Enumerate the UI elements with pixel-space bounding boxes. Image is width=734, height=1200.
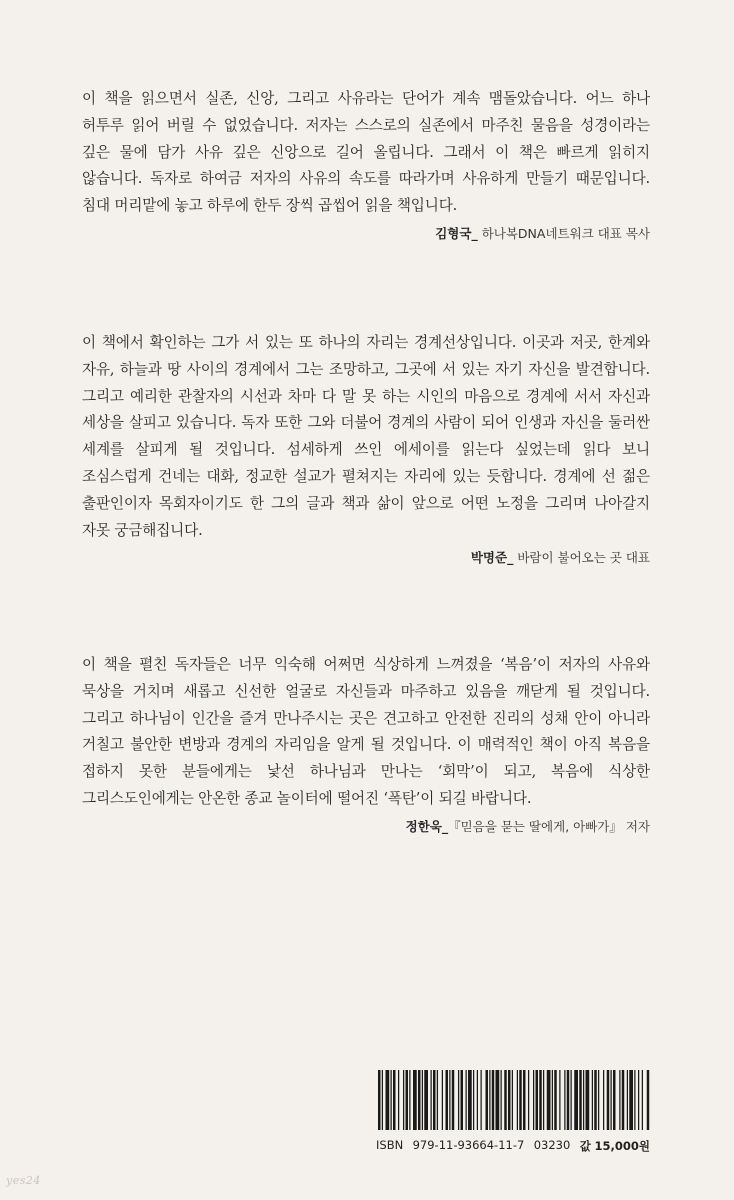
endorser-role: 『믿음을 묻는 딸에게, 아빠가』 저자 xyxy=(448,818,650,834)
barcode-image xyxy=(376,1068,650,1132)
endorsement-text: 이 책에서 확인하는 그가 서 있는 또 하나의 자리는 경계선상입니다. 이곳과 저곳, 한계와 자유, 하늘과 땅 사이의 경계에서 그는 조망하고, 그곳에 서 있는 자기 자신을 발견합니다. 그리고 예리한 관찰자의 시선과 차마 다 말 못 하는 시인의 마음으로 경계에 서서 자신과 세상을 살피고 있습니다. 독자 또한 그와 더불어 경계의 사람이 되어 인생과 자신을 둘러싼 세계를 살피게 될 것입니다. 섬세하게 쓰인 에세이를 읽는다 싶었는데 읽다 보니 조심스럽게 건네는 대화, 정교한 설교가 펼쳐지는 자리에 있는 듯합니다. 경계에 선 젊은 출판인이자 목회자이기도 한 그의 글과 책과 삶이 앞으로 어떤 노정을 그리며 나아갈지 자못 궁금해집니다. xyxy=(82,334,650,539)
isbn-number: 979-11-93664-11-7 xyxy=(412,1138,525,1152)
endorsement-2 xyxy=(82,330,650,566)
endorsement-text: 이 책을 읽으면서 실존, 신앙, 그리고 사유라는 단어가 계속 맴돌았습니다. 어느 하나 허투루 읽어 버릴 수 없었습니다. 저자는 스스로의 실존에서 마주친 물음을 성경이라는 깊은 물에 담가 사유 깊은 신앙으로 길어 올립니다. 그래서 이 책은 빠르게 읽히지 않습니다. 독자로 하여금 저자의 사유의 속도를 따라가며 사유하게 만들기 때문입니다. 침대 머리맡에 놓고 하루에 한두 장씩 곱씹어 읽을 책입니다. xyxy=(82,90,650,215)
endorser-name: 정한욱_ xyxy=(405,818,449,834)
endorsement-3 xyxy=(82,652,650,835)
endorser-role: 하나복DNA네트워크 대표 목사 xyxy=(477,225,650,241)
watermark: yes24 xyxy=(6,1174,41,1187)
endorser-name: 김형국_ xyxy=(435,225,478,241)
endorsement-1 xyxy=(82,86,650,242)
price-value: 15,000원 xyxy=(594,1139,650,1153)
isbn-line xyxy=(376,1138,650,1154)
endorsement-attribution xyxy=(82,548,650,566)
endorsement-attribution xyxy=(82,817,650,835)
endorser-role: 바람이 불어오는 곳 대표 xyxy=(513,550,650,566)
endorsement-attribution xyxy=(82,224,650,242)
price xyxy=(580,1138,650,1154)
isbn-barcode-block xyxy=(376,1068,650,1154)
isbn-label: ISBN xyxy=(376,1138,404,1152)
price-label: 값 xyxy=(579,1139,591,1153)
endorser-name: 박명준_ xyxy=(470,550,514,566)
isbn-code: 03230 xyxy=(533,1138,571,1152)
endorsement-text: 이 책을 펼친 독자들은 너무 익숙해 어쩌면 식상하게 느껴졌을 ‘복음’이 저자의 사유와 묵상을 거치며 새롭고 신선한 얼굴로 자신들과 마주하고 있음을 깨닫게 될 것입니다. 그리고 하나님이 인간을 즐겨 만나주시는 곳은 견고하고 안전한 진리의 성채 안이 아니라 거칠고 불안한 변방과 경계의 자리임을 알게 될 것입니다. 이 매력적인 책이 아직 복음을 접하지 못한 분들에게는 낯선 하나님과 만나는 ‘회막’이 되고, 복음에 식상한 그리스도인에게는 안온한 종교 놀이터에 떨어진 ‘폭탄’이 되길 바랍니다. xyxy=(82,656,650,807)
